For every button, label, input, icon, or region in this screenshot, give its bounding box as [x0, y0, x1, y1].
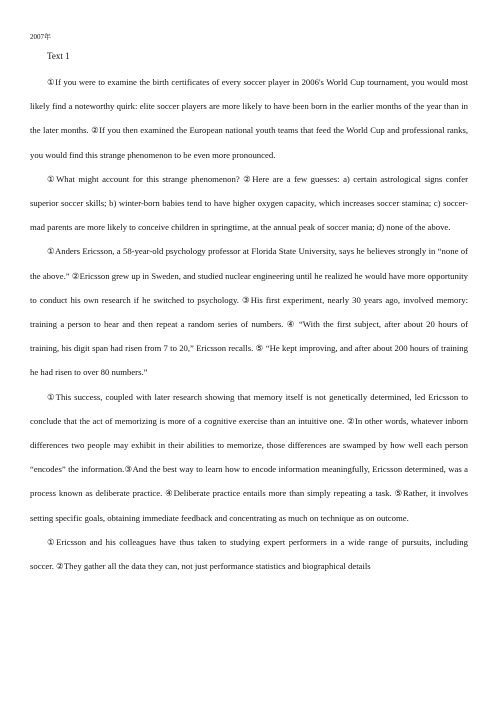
page-header-year: 2007年: [30, 33, 51, 41]
paragraph: ①Ericsson and his colleagues have thus taken to studying expert performers in a wide range of pursuits, including soccer. ②They gather all the data they can, not just performance statistics and biographical details: [30, 536, 468, 572]
paragraph: ①What might account for this strange phenomenon? ②Here are a few guesses: a) certain astrological signs confer superior soccer skills; b) winter-born babies tend to have higher oxygen capacity, which increases soccer stamina; c) soccer-mad parents are more likely to conceive children in springtime, at the annual peak of soccer mania; d) none of the above.: [30, 173, 468, 233]
paragraph: ①If you were to examine the birth certificates of every soccer player in 2006's World Cup tournament, you would most likely find a noteworthy quirk: elite soccer players are more likely to have been born in the earlier months of the year than in the later months. ②If you then examined the European national youth teams that feed the World Cup and professional ranks, you would find this strange phenomenon to be even more pronounced.: [30, 77, 468, 160]
text-title: Text 1: [47, 51, 70, 61]
article-body: [30, 70, 468, 578]
paragraph: ①Anders Ericsson, a 58-year-old psychology professor at Florida State University, says he believes strongly in “none of the above.” ②Ericsson grew up in Sweden, and studied nuclear engineering until he realized he would have more opportunity to conduct his own research if he switched to psychology. ③His first experiment, nearly 30 years ago, involved memory: training a person to hear and then repeat a random series of numbers. ④ “With the first subject, after about 20 hours of training, his digit span had risen from 7 to 20,” Ericsson recalls. ⑤ “He kept improving, and after about 200 hours of training he had risen to over 80 numbers.”: [30, 246, 468, 378]
paragraph: ①This success, coupled with later research showing that memory itself is not genetically determined, led Ericsson to conclude that the act of memorizing is more of a cognitive exercise than an intuitive one. ②In other words, whatever inborn differences two people may exhibit in their abilities to memorize, those differences are swamped by how well each person “encodes” the information.③And the best way to learn how to encode information meaningfully, Ericsson determined, was a process known as deliberate practice. ④Deliberate practice entails more than simply repeating a task. ⑤Rather, it involves setting specific goals, obtaining immediate feedback and concentrating as much on technique as on outcome.: [30, 391, 468, 523]
